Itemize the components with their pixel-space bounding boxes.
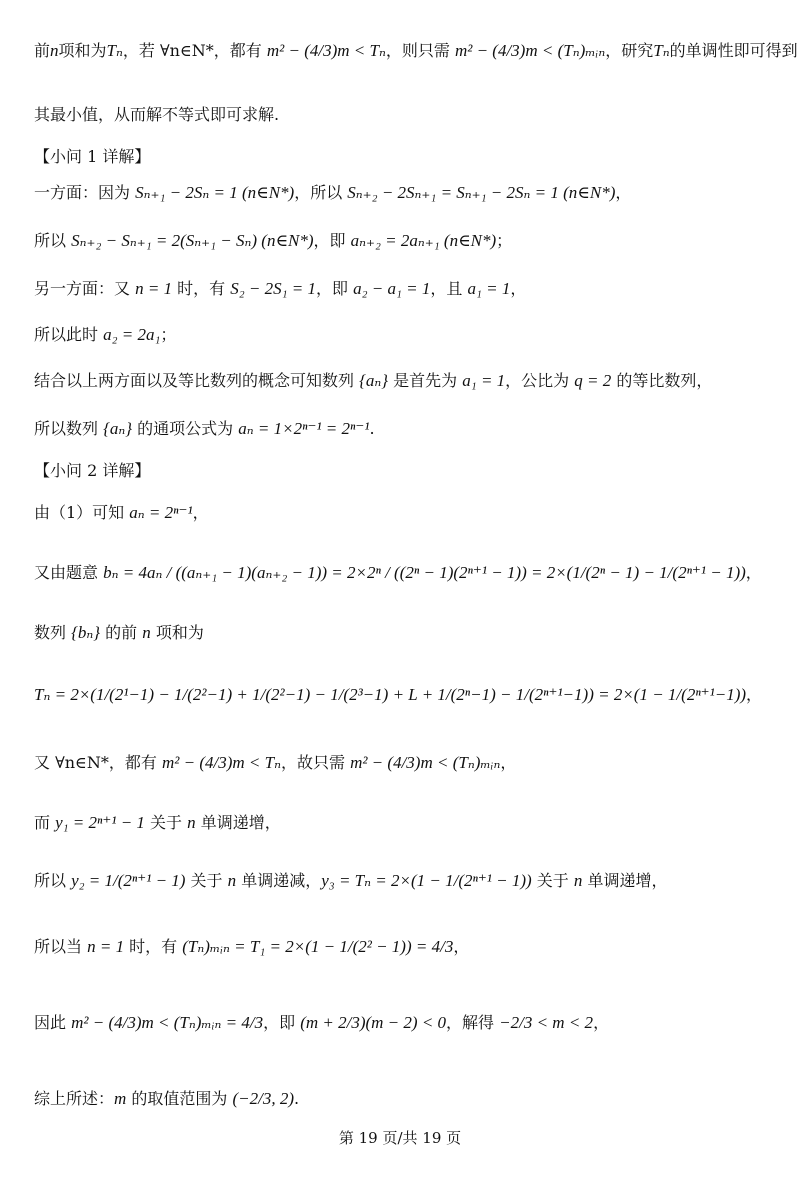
- text-line-7: [34, 324, 780, 346]
- math-expression: y₃ = Tₙ = 2×(1 − 1/(2ⁿ⁺¹ − 1)): [321, 871, 532, 890]
- text-segment: 单调递增，: [195, 813, 281, 832]
- text-segment: ，故只需: [280, 753, 351, 772]
- text-segment: ，即: [313, 231, 351, 250]
- text-segment: ，: [192, 503, 209, 522]
- math-expression: a₁ = 1: [467, 279, 511, 298]
- math-expression: Tₙ: [653, 41, 670, 60]
- math-expression: a₂ − a₁ = 1: [353, 279, 431, 298]
- text-line-12: [34, 562, 780, 584]
- text-segment: ，即: [263, 1013, 301, 1032]
- text-segment: 其最小值，从而解不等式即可求解.: [34, 105, 280, 124]
- text-segment: 所以当: [34, 937, 88, 956]
- text-segment: ，解得: [446, 1013, 500, 1032]
- text-segment: 另一方面：又: [34, 279, 136, 298]
- text-segment: 项和为: [150, 623, 204, 642]
- text-segment: 而: [34, 813, 56, 832]
- text-line-10: [34, 460, 780, 482]
- math-expression: {bₙ}: [71, 623, 101, 642]
- text-segment: ，: [593, 1013, 610, 1032]
- math-expression: −2/3 < m < 2: [499, 1013, 594, 1032]
- math-expression: bₙ = 4aₙ / ((aₙ₊₁ − 1)(aₙ₊₂ − 1)) = 2×2ⁿ / ((2ⁿ − 1)(2ⁿ⁺¹ − 1)) = 2×(1/(2ⁿ − 1) − 1/(2ⁿ⁺¹ − 1)): [103, 563, 746, 582]
- text-segment: 所以此时: [34, 325, 104, 344]
- text-line-2: [34, 104, 780, 126]
- math-expression: n = 1: [87, 937, 125, 956]
- math-expression: Sₙ₊₂ − 2Sₙ₊₁ = Sₙ₊₁ − 2Sₙ = 1 (n∈N*): [347, 183, 616, 202]
- math-expression: {aₙ}: [359, 371, 389, 390]
- math-expression: Sₙ₊₁ − 2Sₙ = 1 (n∈N*): [135, 183, 295, 202]
- text-segment: 因此: [34, 1013, 72, 1032]
- math-expression: aₙ = 1×2ⁿ⁻¹ = 2ⁿ⁻¹: [238, 419, 370, 438]
- text-line-6: [34, 278, 780, 300]
- math-expression: n: [187, 813, 196, 832]
- text-line-13: [34, 622, 780, 644]
- math-expression: m² − (4/3)m < (Tₙ)ₘᵢₙ: [454, 41, 606, 60]
- math-expression: y₁ = 2ⁿ⁺¹ − 1: [55, 813, 145, 832]
- text-segment: 关于: [144, 813, 188, 832]
- text-line-17: [34, 870, 780, 892]
- math-expression: a₂ = 2a₁: [103, 325, 161, 344]
- text-segment: 项和为: [58, 41, 107, 60]
- text-segment: 【小问 1 详解】: [34, 147, 151, 166]
- text-segment: 所以数列: [34, 419, 104, 438]
- math-expression: n = 1: [135, 279, 173, 298]
- text-segment: 单调递减，: [236, 871, 322, 890]
- text-segment: .: [369, 419, 375, 438]
- text-segment: ，研究: [605, 41, 654, 60]
- text-segment: ，: [510, 279, 527, 298]
- text-segment: 所以: [34, 871, 72, 890]
- text-segment: 单调递增，: [582, 871, 668, 890]
- math-expression: m: [114, 1089, 127, 1108]
- math-expression: m² − (4/3)m < Tₙ: [161, 753, 281, 772]
- math-expression: aₙ = 2ⁿ⁻¹: [129, 503, 193, 522]
- math-expression: (m + 2/3)(m − 2) < 0: [300, 1013, 447, 1032]
- text-line-11: [34, 502, 780, 524]
- text-segment: ，: [500, 753, 517, 772]
- math-expression: (Tₙ)ₘᵢₙ = T₁ = 2×(1 − 1/(2² − 1)) = 4/3: [182, 937, 454, 956]
- text-line-5: [34, 230, 780, 252]
- math-expression: n: [142, 623, 151, 642]
- text-line-14: [34, 684, 780, 706]
- text-segment: 时，有: [172, 279, 231, 298]
- text-segment: ，所以: [294, 183, 348, 202]
- math-expression: Sₙ₊₂ − Sₙ₊₁ = 2(Sₙ₊₁ − Sₙ) (n∈N*): [71, 231, 314, 250]
- math-expression: Tₙ = 2×(1/(2¹−1) − 1/(2²−1) + 1/(2²−1) − 1/(2³−1) + L + 1/(2ⁿ−1) − 1/(2ⁿ⁺¹−1)) = 2×(1 − 1/(2ⁿ⁺¹−1)): [34, 685, 747, 704]
- text-segment: 由（1）可知: [34, 503, 130, 522]
- text-line-15: [34, 752, 780, 774]
- text-segment: 的等比数列，: [611, 371, 713, 390]
- math-expression: {aₙ}: [103, 419, 133, 438]
- text-segment: 前: [34, 41, 51, 60]
- text-line-4: [34, 182, 780, 204]
- text-segment: 关于: [531, 871, 574, 890]
- math-expression: S₂ − 2S₁ = 1: [230, 279, 317, 298]
- text-line-8: [34, 370, 780, 392]
- page-footer: 第 19 页/共 19 页: [338, 1129, 462, 1147]
- text-segment: .: [294, 1089, 300, 1108]
- text-line-18: [34, 936, 780, 958]
- text-segment: 关于: [185, 871, 228, 890]
- text-segment: 的前: [100, 623, 143, 642]
- math-expression: aₙ₊₂ = 2aₙ₊₁ (n∈N*): [350, 231, 497, 250]
- text-segment: ，: [453, 937, 470, 956]
- text-segment: 结合以上两方面以及等比数列的概念可知数列: [34, 371, 360, 390]
- text-segment: 数列: [34, 623, 72, 642]
- text-segment: ，若 ∀n∈N*，都有: [122, 41, 267, 60]
- text-segment: 的单调性即可得到: [669, 41, 798, 60]
- math-expression: m² − (4/3)m < Tₙ: [266, 41, 386, 60]
- math-expression: m² − (4/3)m < (Tₙ)ₘᵢₙ = 4/3: [71, 1013, 264, 1032]
- text-segment: 的取值范围为: [126, 1089, 233, 1108]
- math-expression: n: [50, 41, 59, 60]
- text-line-3: [34, 146, 780, 168]
- text-segment: 综上所述：: [34, 1089, 115, 1108]
- text-line-1: [34, 40, 798, 62]
- text-line-20: [34, 1088, 780, 1110]
- text-segment: 又由题意: [34, 563, 104, 582]
- math-expression: (−2/3, 2): [232, 1089, 295, 1108]
- math-expression: n: [227, 871, 237, 890]
- text-segment: 时，有: [124, 937, 183, 956]
- text-segment: 【小问 2 详解】: [34, 461, 151, 480]
- math-expression: m² − (4/3)m < (Tₙ)ₘᵢₙ: [350, 753, 501, 772]
- math-expression: n: [573, 871, 583, 890]
- text-line-19: [34, 1012, 780, 1034]
- text-segment: ，即: [316, 279, 354, 298]
- text-segment: ，公比为: [505, 371, 575, 390]
- text-segment: 所以: [34, 231, 72, 250]
- text-segment: ；: [160, 325, 177, 344]
- text-segment: ，: [745, 563, 762, 582]
- text-segment: ，则只需: [385, 41, 455, 60]
- math-expression: Tₙ: [106, 41, 123, 60]
- text-segment: 一方面：因为: [34, 183, 136, 202]
- text-segment: ，: [615, 183, 632, 202]
- text-segment: ；: [496, 231, 513, 250]
- text-segment: ，且: [430, 279, 468, 298]
- text-segment: 的通项公式为: [132, 419, 239, 438]
- math-expression: q = 2: [574, 371, 612, 390]
- math-expression: y₂ = 1/(2ⁿ⁺¹ − 1): [71, 871, 186, 890]
- text-segment: ，: [746, 685, 763, 704]
- text-segment: 是首先为: [388, 371, 463, 390]
- text-line-9: [34, 418, 780, 440]
- text-segment: 又 ∀n∈N*，都有: [34, 753, 162, 772]
- text-line-16: [34, 812, 780, 834]
- math-expression: a₁ = 1: [462, 371, 506, 390]
